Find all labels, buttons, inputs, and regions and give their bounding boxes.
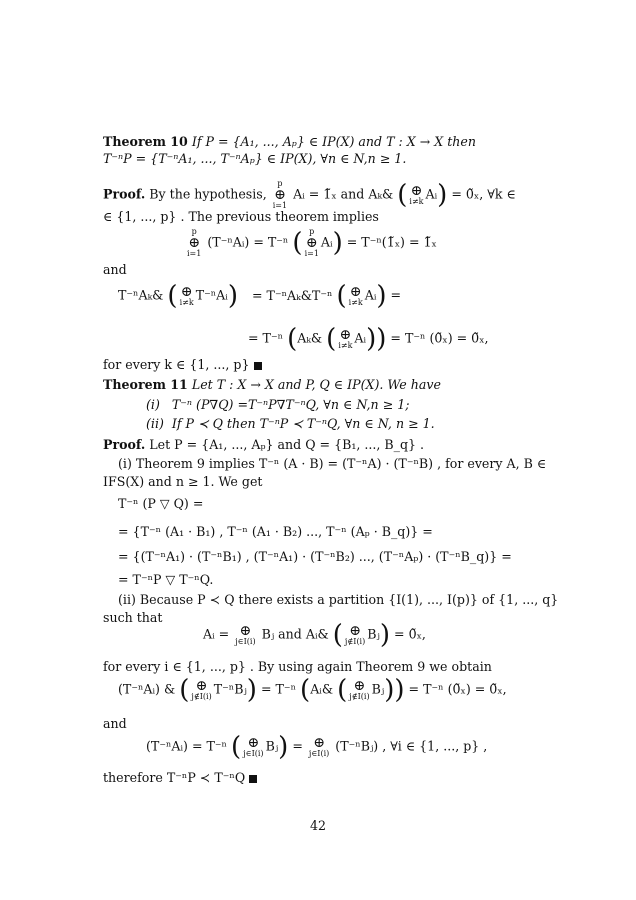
equation-3-line1: = {T⁻ⁿ (A₁ · B₁) , T⁻ⁿ (A₁ · B₂) ..., T⁻ⁿ (Aₚ · B_q)} =	[118, 524, 433, 539]
theorem-10-statement: If P = {A₁, ..., Aₚ} ∈ IP(X) and T : X → X then	[191, 134, 476, 149]
oplus-operator: p ⊕ i=1	[272, 179, 288, 210]
equation-1: p ⊕ i=1 (T⁻ⁿAᵢ) = T⁻ⁿ ( p ⊕ i=1 Aᵢ) = T⁻ⁿ(1̃ₓ) = 1̃ₓ	[187, 227, 437, 258]
and-text-2: and	[103, 716, 127, 731]
equation-2-line1: T⁻ⁿAₖ& ( ⊕ i≠k T⁻ⁿAᵢ) = T⁻ⁿAₖ&T⁻ⁿ ( ⊕ i≠k Aᵢ) =	[118, 281, 402, 311]
proof-2-label: Proof.	[103, 437, 146, 452]
proof-1-text-a: By the hypothesis,	[149, 186, 267, 202]
proof-1-line2: ∈ {1, ..., p} . The previous theorem implies	[103, 209, 379, 224]
proof-1-line1: Proof. By the hypothesis, p ⊕ i=1 Aᵢ = 1̃ₓ and Aₖ& ( ⊕ i≠k Aᵢ) = 0̃ₓ, ∀k ∈	[103, 179, 516, 210]
theorem-10-line2: T⁻ⁿP = {T⁻ⁿA₁, ..., T⁻ⁿAₚ} ∈ IP(X), ∀n ∈ N,n ≥ 1.	[103, 151, 407, 166]
proof-2-final: therefore T⁻ⁿP ≺ T⁻ⁿQ	[103, 770, 257, 786]
theorem-10-label: Theorem 10	[103, 134, 188, 149]
equation-4: Aᵢ = ⊕ j∈I(i) Bⱼ and Aᵢ& ( ⊕ j∉I(i) Bⱼ) = 0̃ₓ,	[203, 620, 426, 650]
qed-square-icon	[249, 775, 257, 783]
proof-1-text-c: = 0̃ₓ, ∀k ∈	[451, 186, 516, 202]
proof-2-line1: Proof. Let P = {A₁, ..., Aₚ} and Q = {B₁, ..., B_q} .	[103, 437, 425, 452]
proof-2-line3: IFS(X) and n ≥ 1. We get	[103, 474, 263, 489]
equation-2-line2: = T⁻ⁿ (Aₖ& ( ⊕ i≠k Aᵢ)) = T⁻ⁿ (0̃ₓ) = 0̃ₓ,	[248, 324, 489, 354]
theorem-11-line1	[103, 377, 441, 393]
page-number: 42	[309, 818, 327, 833]
equation-5: (T⁻ⁿAᵢ) & ( ⊕ j∉I(i) T⁻ⁿBⱼ) = T⁻ⁿ (Aᵢ& ( ⊕ j∉I(i) Bⱼ)) = T⁻ⁿ (0̃ₓ) = 0̃ₓ,	[118, 675, 507, 705]
theorem-11-statement: Let T : X → X and P, Q ∈ IP(X). We have	[191, 377, 441, 392]
oplus-operator: ⊕ i≠k	[409, 183, 424, 206]
equation-6: (T⁻ⁿAᵢ) = T⁻ⁿ ( ⊕ j∈I(i) Bⱼ) = ⊕ j∈I(i) (T⁻ⁿBⱼ) , ∀i ∈ {1, ..., p} ,	[146, 732, 488, 762]
equation-3-line3: = T⁻ⁿP ▽ T⁻ⁿQ.	[118, 572, 214, 587]
equation-3-line0: T⁻ⁿ (P ▽ Q) =	[118, 496, 204, 511]
proof-1-final: for every k ∈ {1, ..., p}	[103, 357, 262, 373]
and-text-1: and	[103, 262, 127, 277]
proof-1-label: Proof.	[103, 186, 146, 202]
theorem-10-line1	[103, 134, 476, 150]
proof-2-ii-line2: such that	[103, 610, 163, 625]
proof-1-text-b: Aᵢ = 1̃ₓ and Aₖ&	[293, 186, 394, 202]
qed-square-icon	[254, 362, 262, 370]
proof-2-ii-line3: for every i ∈ {1, ..., p} . By using again Theorem 9 we obtain	[103, 659, 492, 674]
theorem-11-label: Theorem 11	[103, 377, 188, 392]
theorem-11-item-2: (ii) If P ≺ Q then T⁻ⁿP ≺ T⁻ⁿQ, ∀n ∈ N, n ≥ 1.	[146, 416, 435, 431]
equation-3-line2: = {(T⁻ⁿA₁) · (T⁻ⁿB₁) , (T⁻ⁿA₁) · (T⁻ⁿB₂) ..., (T⁻ⁿAₚ) · (T⁻ⁿB_q)} =	[118, 549, 512, 564]
proof-2-line2: (i) Theorem 9 implies T⁻ⁿ (A · B) = (T⁻ⁿA) · (T⁻ⁿB) , for every A, B ∈	[118, 456, 547, 471]
proof-2-ii-line1: (ii) Because P ≺ Q there exists a partition {I(1), ..., I(p)} of {1, ..., q}	[118, 592, 559, 607]
theorem-11-item-1: (i) T⁻ⁿ (P∇Q) =T⁻ⁿP∇T⁻ⁿQ, ∀n ∈ N,n ≥ 1;	[146, 397, 410, 412]
